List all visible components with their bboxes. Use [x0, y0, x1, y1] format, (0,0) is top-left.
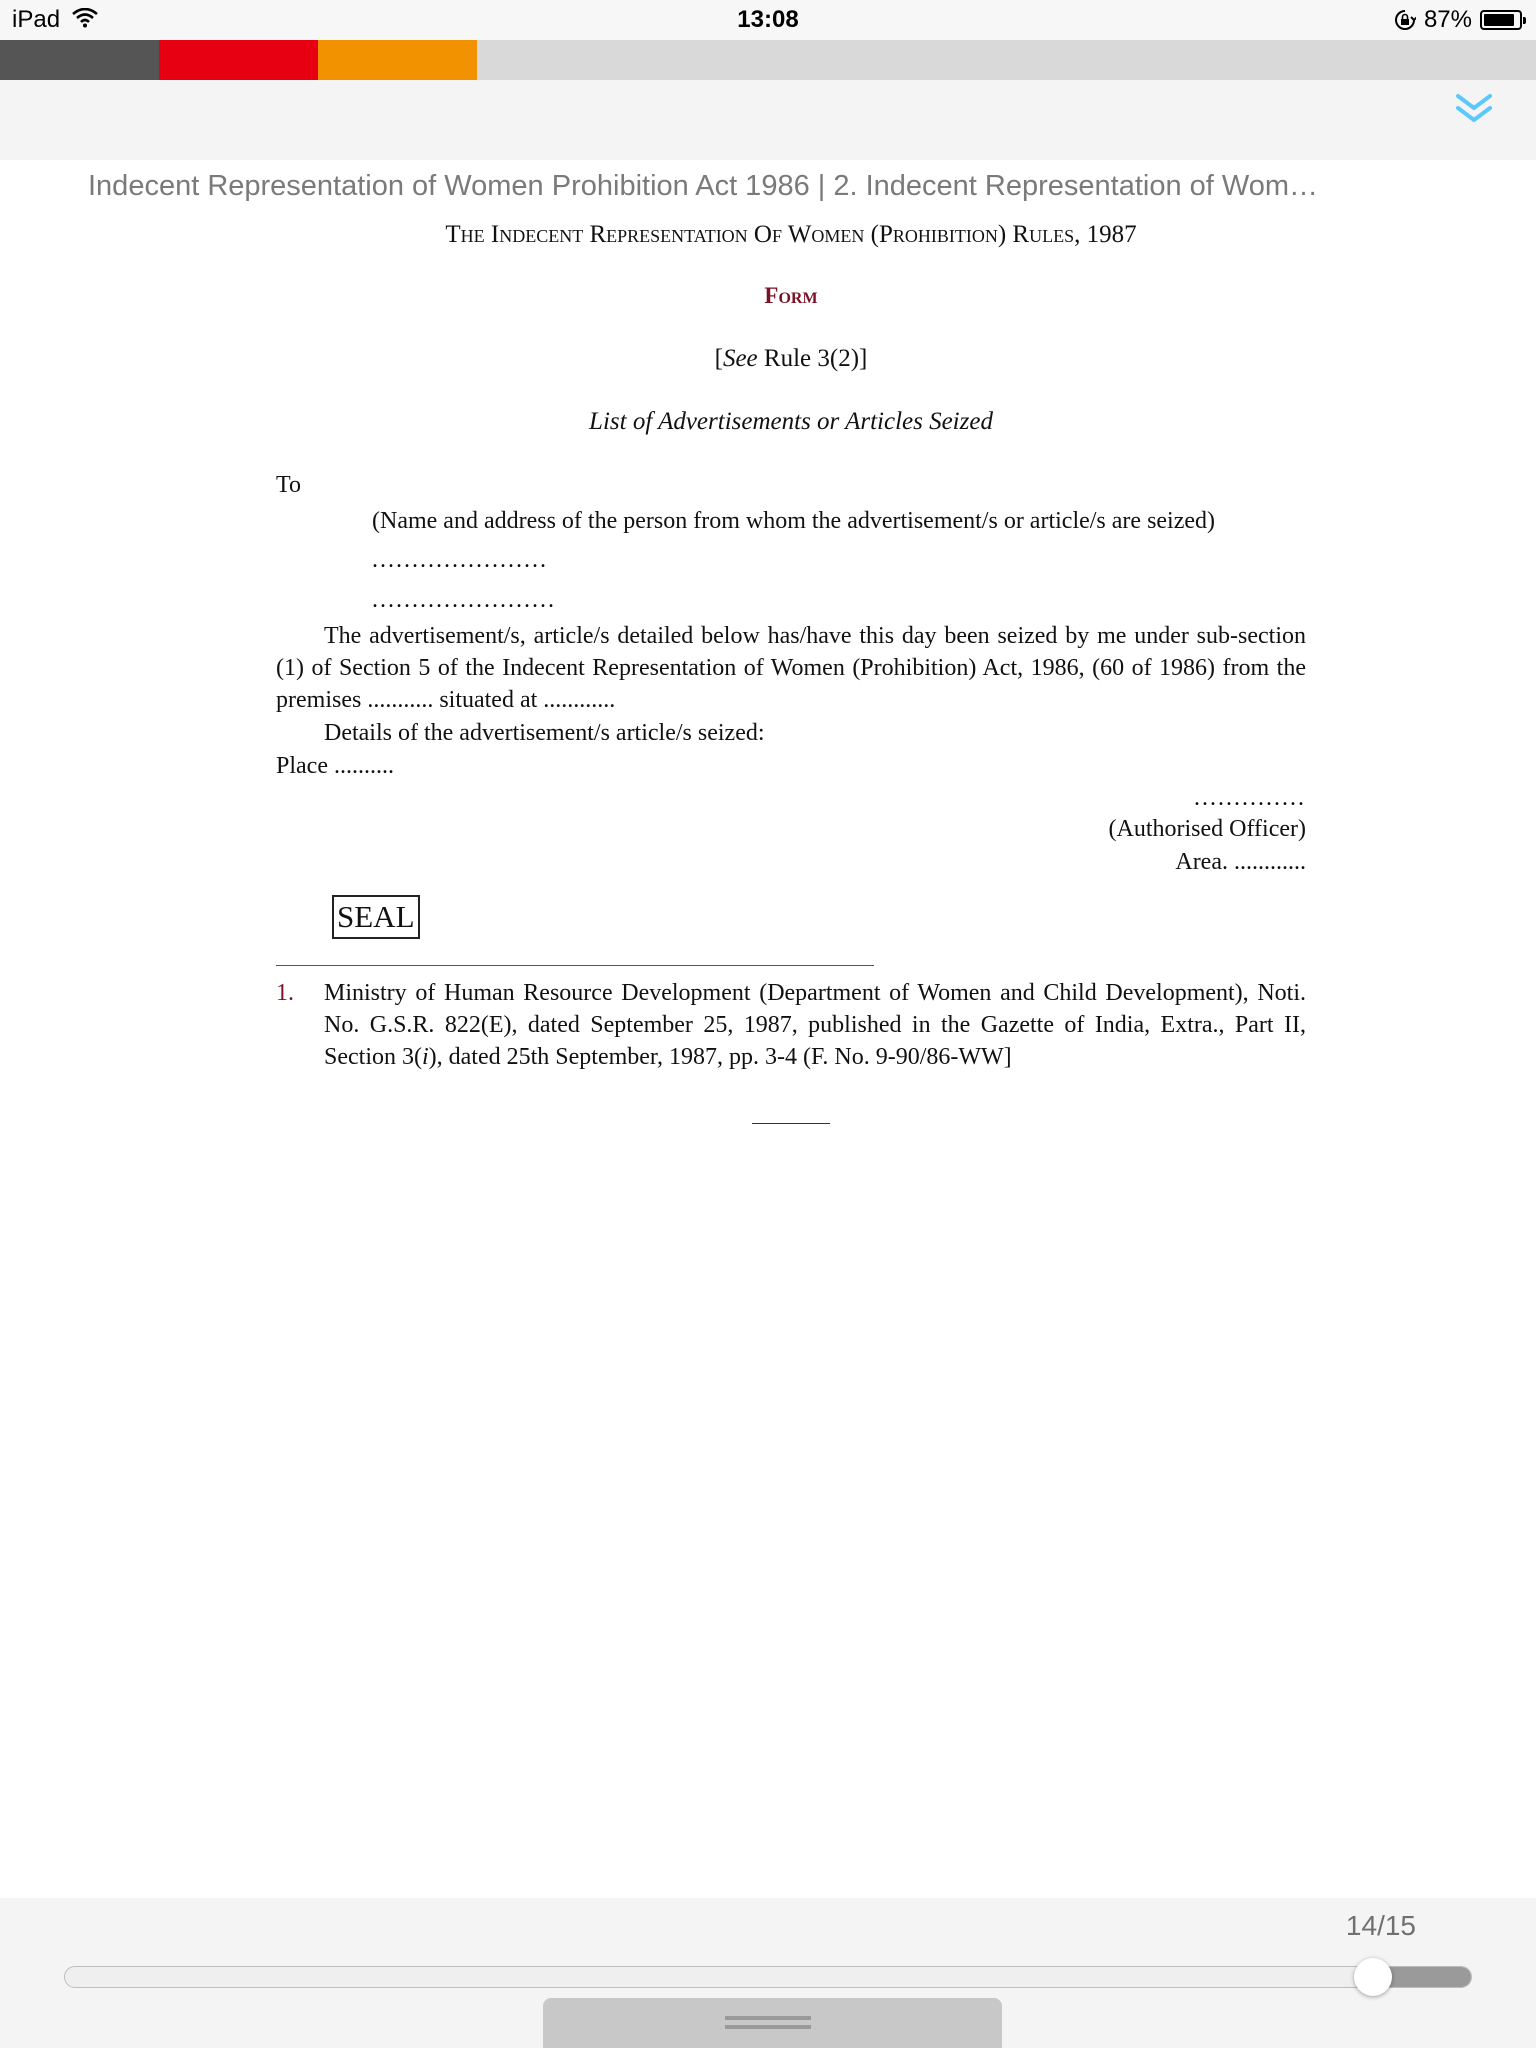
battery-percent: 87% [1423, 6, 1472, 33]
authorised-officer: (Authorised Officer) [1108, 816, 1306, 842]
grip-icon [725, 2016, 811, 2030]
footnote-divider [276, 965, 874, 966]
address-dots-1: ...................... [372, 547, 548, 573]
drawer-handle[interactable] [543, 1998, 1002, 2048]
footnote-text-end: ), dated 25th September, 1987, pp. 3-4 (F. No. 9-90/86-WW] [428, 1044, 1012, 1070]
device-name: iPad [12, 6, 61, 33]
page-slider-thumb[interactable] [1354, 1958, 1392, 1996]
page-indicator: 14/15 [1345, 1910, 1416, 1941]
section-tab-1[interactable] [0, 40, 159, 80]
rules-title: The Indecent Representation Of Women (Prohibition) Rules, 1987 [445, 221, 1137, 248]
battery-icon [1480, 10, 1522, 30]
list-title: List of Advertisements or Articles Seized [589, 408, 993, 435]
footnote [276, 977, 1306, 1073]
section-tab-2[interactable] [159, 40, 318, 80]
running-header: Indecent Representation of Women Prohibition Act 1986 | 2. Indecent Representation of Wom… [88, 170, 1319, 202]
form-heading: Form [764, 283, 818, 308]
footnote-text: Ministry of Human Resource Development (Department of Women and Child Development), Noti. No. G.S.R. 822(E), dated September 25, 1987, published in the Gazette of India, Extra., Part II, Section 3( [324, 980, 1306, 1070]
section-color-strip [0, 40, 1536, 80]
double-chevron-down-icon[interactable] [1452, 90, 1496, 130]
see-rule-prefix: [ [714, 345, 723, 372]
area-line: Area. ............ [1175, 849, 1306, 875]
place-line: Place .......... [276, 753, 394, 779]
battery-tip [1523, 17, 1526, 24]
address-dots-2: ....................... [372, 587, 556, 613]
details-label: Details of the advertisement/s article/s seized: [324, 720, 765, 746]
see-rule-reference [276, 345, 1306, 373]
see-rule-text: Rule 3(2)] [757, 345, 868, 372]
see-rule-italic: See [722, 345, 758, 372]
name-address-line: (Name and address of the person from whom the advertisement/s or article/s are seized) [372, 508, 1216, 534]
end-of-section-rule [752, 1123, 830, 1124]
footnote-italic: i [421, 1044, 429, 1070]
clock: 13:08 [737, 6, 799, 33]
battery-fill [1484, 14, 1514, 26]
page-slider-track[interactable] [64, 1966, 1472, 1988]
footnote-number-link[interactable]: 1. [276, 980, 294, 1006]
toolbar [0, 80, 1536, 160]
seal-stamp: SEAL [332, 895, 420, 939]
seizure-paragraph: The advertisement/s, article/s detailed below has/have this day been seized by me under sub-section (1) of Section 5 of the Indecent Representation of Women (Prohibition) Act, 1986, (60 of 1986) from the premises ........... situated at ............ [276, 623, 1306, 713]
rotation-lock-icon [1394, 9, 1416, 31]
to-label: To [276, 472, 301, 498]
section-tab-3[interactable] [318, 40, 477, 80]
status-right [1394, 6, 1522, 34]
status-bar [0, 0, 1536, 40]
signature-dots: .............. [1194, 785, 1306, 811]
